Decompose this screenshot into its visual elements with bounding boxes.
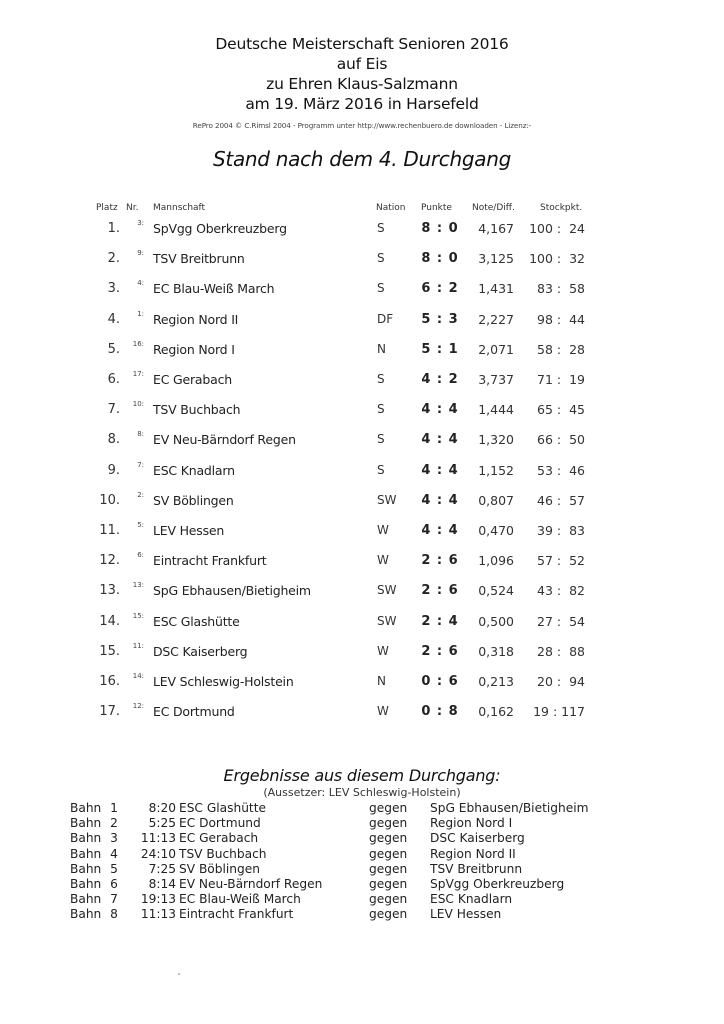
- match-score: 8:20: [148, 801, 176, 815]
- team-name: EC Blau-Weiß March: [153, 281, 275, 297]
- team-number: 15:: [132, 611, 144, 620]
- nation: S: [377, 462, 385, 477]
- result-row: [0, 907, 724, 922]
- nation: N: [377, 341, 386, 356]
- results-heading: Ergebnisse aus diesem Durchgang:: [223, 766, 501, 785]
- stock-points: 46 : 57: [537, 492, 585, 508]
- lane-number: 1: [110, 801, 118, 815]
- table-row: [0, 432, 724, 452]
- rank: 5.: [107, 341, 120, 357]
- home-team: Eintracht Frankfurt: [179, 907, 294, 922]
- away-team: Region Nord I: [430, 816, 513, 831]
- points: 8 : 0: [421, 251, 459, 267]
- stock-points: 100 : 32: [529, 251, 585, 267]
- rank: 2.: [107, 251, 120, 267]
- home-team: ESC Glashütte: [179, 801, 266, 815]
- stock-points: 39 : 83: [537, 523, 585, 538]
- rank: 16.: [99, 674, 120, 689]
- stock-points: 66 : 50: [537, 432, 585, 448]
- versus-label: gegen: [369, 816, 408, 831]
- stock-points: 58 : 28: [537, 341, 585, 357]
- rank: 12.: [99, 553, 120, 569]
- points: 2 : 6: [421, 583, 459, 599]
- nation: S: [377, 251, 385, 266]
- table-row: [0, 309, 724, 332]
- rank: 4.: [107, 311, 120, 327]
- nation: W: [377, 553, 389, 568]
- away-team: Region Nord II: [430, 846, 516, 861]
- nation: W: [377, 523, 389, 537]
- team-name: ESC Knadlarn: [153, 462, 235, 478]
- title-line: auf Eis: [336, 55, 388, 73]
- stock-points: 98 : 44: [537, 311, 585, 327]
- table-row: [0, 583, 724, 603]
- note-diff: 1,444: [478, 402, 514, 418]
- team-name: Region Nord I: [153, 341, 235, 357]
- points: 5 : 1: [421, 341, 459, 357]
- points: 2 : 6: [421, 643, 459, 659]
- table-row: [0, 251, 724, 271]
- team-name: EC Gerabach: [153, 372, 232, 387]
- lane-number: 5: [110, 861, 118, 876]
- team-number: 11:: [132, 641, 144, 650]
- lane-label: Bahn: [70, 816, 102, 831]
- team-name: TSV Breitbrunn: [153, 251, 245, 267]
- team-number: 6:: [137, 551, 144, 560]
- result-row: [0, 877, 724, 892]
- team-name: SpG Ebhausen/Bietigheim: [153, 583, 311, 599]
- note-diff: 2,227: [478, 311, 514, 327]
- versus-label: gegen: [369, 861, 408, 876]
- table-row: [0, 460, 724, 483]
- points: 4 : 4: [421, 492, 459, 508]
- team-name: LEV Schleswig-Holstein: [153, 674, 294, 689]
- rank: 3.: [107, 281, 120, 297]
- note-diff: 2,071: [478, 341, 514, 357]
- table-row: [0, 523, 724, 543]
- stock-points: 27 : 54: [537, 613, 585, 629]
- team-name: DSC Kaiserberg: [153, 643, 248, 659]
- stock-points: 20 : 94: [537, 674, 585, 689]
- home-team: EV Neu-Bärndorf Regen: [179, 877, 323, 891]
- lane-label: Bahn: [70, 892, 102, 907]
- team-name: EV Neu-Bärndorf Regen: [153, 432, 296, 448]
- team-number: 1:: [137, 309, 144, 318]
- versus-label: gegen: [369, 831, 408, 846]
- table-row: [0, 372, 724, 392]
- result-row: [0, 801, 724, 816]
- note-diff: 0,807: [478, 492, 514, 508]
- away-team: TSV Breitbrunn: [430, 861, 523, 876]
- points: 8 : 0: [421, 221, 459, 236]
- stock-points: 57 : 52: [537, 553, 585, 569]
- nation: S: [377, 372, 385, 386]
- team-name: SV Böblingen: [153, 492, 234, 508]
- col-header-stockpunkte: Stockpkt.: [540, 203, 583, 213]
- table-row: [0, 553, 724, 573]
- note-diff: 3,125: [478, 251, 514, 267]
- table-row: [0, 221, 724, 241]
- versus-label: gegen: [369, 801, 408, 815]
- lane-label: Bahn: [70, 801, 102, 815]
- standings-heading: Stand nach dem 4. Durchgang: [213, 147, 511, 171]
- rank: 11.: [99, 523, 120, 538]
- match-score: 19:13: [140, 892, 176, 907]
- rank: 8.: [107, 432, 120, 448]
- title-line: Deutsche Meisterschaft Senioren 2016: [215, 35, 509, 53]
- nation: SW: [377, 492, 397, 507]
- lane-number: 2: [110, 816, 118, 831]
- team-number: 9:: [137, 249, 144, 258]
- away-team: DSC Kaiserberg: [430, 831, 525, 846]
- table-row: [0, 402, 724, 422]
- team-name: Eintracht Frankfurt: [153, 553, 267, 569]
- away-team: SpVgg Oberkreuzberg: [430, 877, 565, 891]
- stock-points: 28 : 88: [537, 643, 585, 659]
- lane-number: 8: [110, 907, 118, 922]
- home-team: SV Böblingen: [179, 861, 260, 876]
- match-score: 8:14: [148, 877, 176, 891]
- team-name: Region Nord II: [153, 311, 239, 327]
- match-score: 11:13: [140, 831, 176, 846]
- team-name: LEV Hessen: [153, 523, 225, 538]
- col-header-punkte: Punkte: [421, 203, 452, 213]
- team-number: 16:: [132, 339, 144, 348]
- lane-label: Bahn: [70, 846, 102, 861]
- team-number: 14:: [132, 672, 144, 680]
- versus-label: gegen: [369, 846, 408, 861]
- nation: S: [377, 432, 385, 447]
- table-row: [0, 641, 724, 664]
- lane-label: Bahn: [70, 907, 102, 922]
- home-team: EC Dortmund: [179, 816, 261, 831]
- points: 4 : 4: [421, 462, 459, 478]
- rank: 9.: [107, 462, 120, 478]
- note-diff: 3,737: [478, 372, 514, 387]
- note-diff: 0,500: [478, 613, 514, 629]
- result-row: [0, 892, 724, 907]
- rank: 13.: [99, 583, 120, 599]
- document-title: [0, 34, 724, 114]
- team-number: 4:: [137, 279, 144, 288]
- team-number: 10:: [132, 400, 144, 409]
- versus-label: gegen: [369, 892, 408, 907]
- program-credit: RePro 2004 © C.Rimsl 2004 - Programm unter http://www.rechenbuero.de downloaden - Lizenz:-: [192, 121, 532, 130]
- table-row: [0, 281, 724, 301]
- team-number: 12:: [132, 702, 144, 711]
- nation: W: [377, 704, 389, 719]
- versus-label: gegen: [369, 907, 408, 922]
- team-number: 2:: [137, 490, 144, 499]
- points: 0 : 8: [421, 704, 459, 720]
- stock-points: 83 : 58: [537, 281, 585, 297]
- note-diff: 0,470: [478, 523, 514, 538]
- team-number: 7:: [137, 460, 144, 469]
- nation: SW: [377, 613, 397, 628]
- note-diff: 1,096: [478, 553, 514, 569]
- points: 4 : 2: [421, 372, 459, 387]
- team-number: 17:: [132, 370, 144, 378]
- points: 6 : 2: [421, 281, 459, 297]
- nation: S: [377, 221, 385, 235]
- stock-points: 65 : 45: [537, 402, 585, 418]
- title-line: zu Ehren Klaus-Salzmann: [266, 75, 458, 93]
- team-name: ESC Glashütte: [153, 613, 240, 629]
- home-team: TSV Buchbach: [179, 846, 267, 861]
- rank: 15.: [99, 643, 120, 659]
- rank: 14.: [99, 613, 120, 629]
- nation: DF: [377, 311, 394, 326]
- points: 4 : 4: [421, 402, 459, 418]
- team-number: 13:: [132, 581, 144, 590]
- lane-label: Bahn: [70, 877, 102, 891]
- note-diff: 0,213: [478, 674, 514, 689]
- points: 2 : 4: [421, 613, 459, 629]
- stock-points: 19 : 117: [533, 704, 585, 720]
- stock-points: 43 : 82: [537, 583, 585, 599]
- home-team: EC Gerabach: [179, 831, 259, 846]
- col-header-nr: Nr.: [126, 203, 139, 213]
- team-number: 5:: [137, 521, 144, 529]
- lane-label: Bahn: [70, 831, 102, 846]
- table-row: [0, 339, 724, 362]
- note-diff: 1,152: [478, 462, 514, 478]
- result-row: [0, 816, 724, 831]
- rank: 6.: [107, 372, 120, 387]
- match-score: 11:13: [140, 907, 176, 922]
- rank: 10.: [99, 492, 120, 508]
- team-name: EC Dortmund: [153, 704, 235, 720]
- lane-number: 6: [110, 877, 118, 891]
- bye-note: (Aussetzer: LEV Schleswig-Holstein): [263, 786, 461, 799]
- team-number: 3:: [137, 219, 144, 227]
- points: 4 : 4: [421, 523, 459, 538]
- team-name: SpVgg Oberkreuzberg: [153, 221, 287, 236]
- rank: 1.: [107, 221, 120, 236]
- table-row: [0, 674, 724, 694]
- col-header-note: Note/Diff.: [472, 203, 515, 213]
- note-diff: 4,167: [478, 221, 514, 236]
- rank: 7.: [107, 402, 120, 418]
- versus-label: gegen: [369, 877, 408, 891]
- nation: S: [377, 402, 385, 417]
- stock-points: 53 : 46: [537, 462, 585, 478]
- result-row: [0, 847, 724, 862]
- result-row: [0, 831, 724, 846]
- title-line: am 19. März 2016 in Harsefeld: [245, 95, 479, 113]
- stock-points: 71 : 19: [537, 372, 585, 387]
- note-diff: 0,318: [478, 643, 514, 659]
- note-diff: 1,431: [478, 281, 514, 297]
- lane-label: Bahn: [70, 861, 102, 876]
- team-name: TSV Buchbach: [153, 402, 241, 418]
- col-header-platz: Platz: [96, 203, 118, 213]
- nation: N: [377, 674, 386, 688]
- away-team: SpG Ebhausen/Bietigheim: [430, 801, 589, 815]
- rank: 17.: [99, 704, 120, 720]
- nation: S: [377, 281, 385, 296]
- match-score: 7:25: [148, 861, 176, 876]
- match-score: 5:25: [148, 816, 176, 831]
- stock-points: 100 : 24: [529, 221, 585, 236]
- table-row: [0, 490, 724, 513]
- note-diff: 1,320: [478, 432, 514, 448]
- col-header-mannschaft: Mannschaft: [153, 203, 206, 213]
- nation: SW: [377, 583, 397, 598]
- result-row: [0, 862, 724, 877]
- note-diff: 0,524: [478, 583, 514, 599]
- match-score: 24:10: [140, 846, 176, 861]
- home-team: EC Blau-Weiß March: [179, 892, 301, 907]
- points: 2 : 6: [421, 553, 459, 569]
- away-team: LEV Hessen: [430, 907, 502, 922]
- lane-number: 3: [110, 831, 118, 846]
- table-row: [0, 611, 724, 634]
- scan-speck: [178, 973, 180, 975]
- table-row: [0, 704, 724, 724]
- points: 5 : 3: [421, 311, 459, 327]
- note-diff: 0,162: [478, 704, 514, 720]
- away-team: ESC Knadlarn: [430, 892, 513, 907]
- points: 0 : 6: [421, 674, 459, 689]
- points: 4 : 4: [421, 432, 459, 448]
- nation: W: [377, 643, 389, 658]
- lane-number: 4: [110, 846, 118, 861]
- team-number: 8:: [137, 430, 144, 439]
- lane-number: 7: [110, 892, 118, 907]
- col-header-nation: Nation: [376, 203, 406, 213]
